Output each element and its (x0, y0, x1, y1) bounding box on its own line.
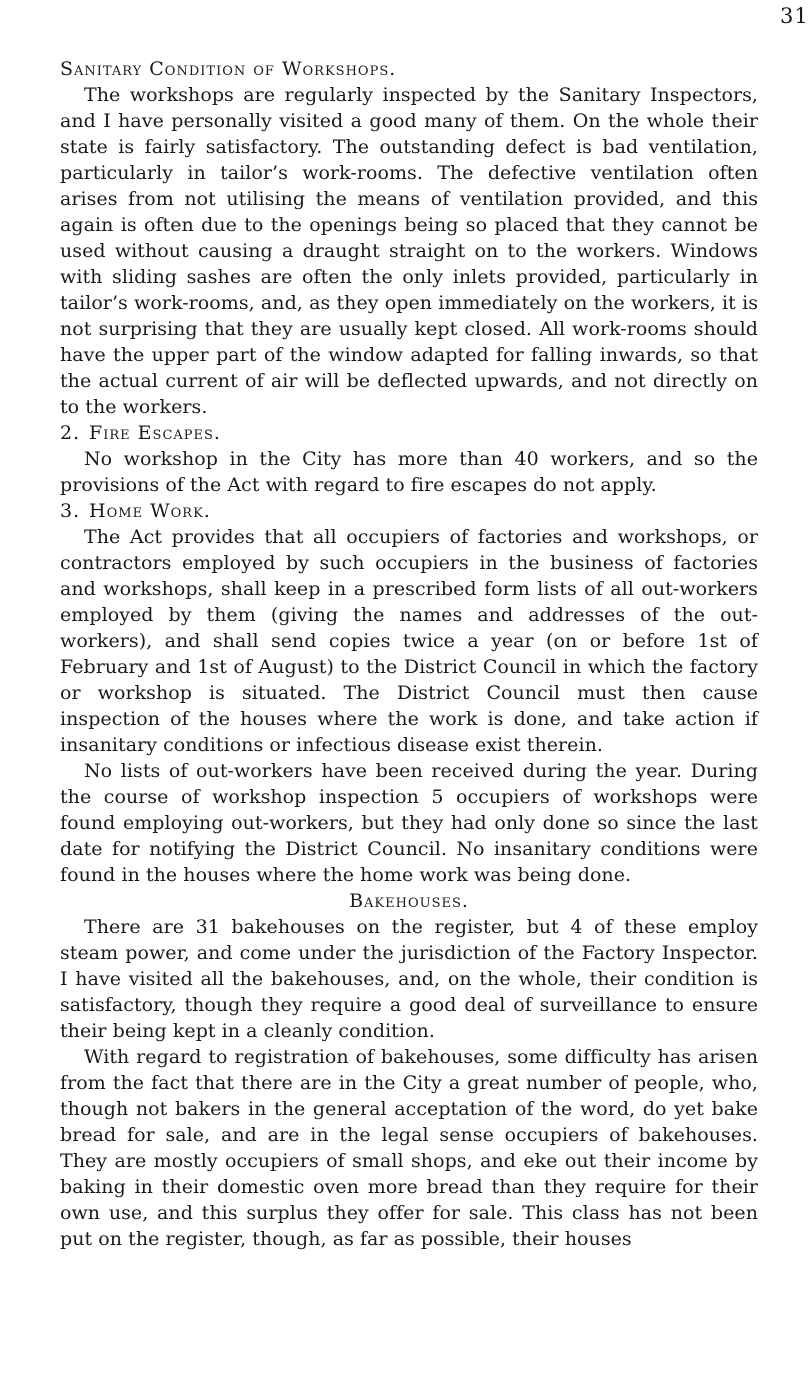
section-heading-bakehouses: Bakehouses. (349, 890, 469, 912)
paragraph-home-work-act: The Act provides that all occupiers of factories and workshops, or contractors employed by such occupiers in the business of factories and workshops, shall keep in a prescribed form lists of all out-workers employed by them (giving the names and addresses of the out-workers), and shall send copies twice a year (on or before 1st of February and 1st of August) to the District Council in which the factory or workshop is situated. The District Council must then cause inspection of the houses where the work is done, and take action if insanitary conditions or infectious disease exist therein. (60, 526, 758, 756)
section-title-home-work: Home Work. (89, 500, 211, 522)
paragraph-sanitary-condition: The workshops are regularly inspected by the Sanitary Inspectors, and I have personally visited a good many of them. On the whole their state is fairly satisfactory. The outstanding defect is bad ventilation, particularly in tailor’s work-rooms. The defective ventilation often arises from not utilising the means of ventilation provided, and this again is often due to the openings being so placed that they cannot be used without causing a draught straight on to the workers. Windows with sliding sashes are often the only inlets provided, particularly in tailor’s work-rooms, and, as they open immediately on the workers, it is not surprising that they are usually kept closed. All work-rooms should have the upper part of the window adapted for falling inwards, so that the actual current of air will be deflected upwards, and not directly on to the workers. (60, 84, 758, 418)
page-number: 31 (780, 4, 809, 28)
section-number-home-work: 3. (60, 500, 81, 522)
paragraph-fire-escapes: No workshop in the City has more than 40 workers, and so the provisions of the Act with regard to fire escapes do not apply. (60, 448, 758, 496)
section-heading-sanitary-condition: Sanitary Condition of Workshops. (60, 58, 397, 80)
section-title-fire-escapes: Fire Escapes. (89, 422, 221, 444)
page-content (60, 56, 758, 1252)
paragraph-home-work-lists: No lists of out-workers have been received during the year. During the course of workshop inspection 5 occupiers of workshops were found employing out-workers, but they had only done so since the last date for notifying the District Council. No insanitary conditions were found in the houses where the home work was being done. (60, 760, 758, 886)
section-heading-fire-escapes (60, 420, 758, 446)
paragraph-bakehouses-registration: With regard to registration of bakehouses, some difficulty has arisen from the fact that there are in the City a great number of people, who, though not bakers in the general acceptation of the word, do yet bake bread for sale, and are in the legal sense occupiers of bakehouses. They are mostly occupiers of small shops, and eke out their income by baking in their domestic oven more bread than they require for their own use, and this surplus they offer for sale. This class has not been put on the register, though, as far as possible, their houses (60, 1046, 758, 1250)
section-heading-home-work (60, 498, 758, 524)
paragraph-bakehouses-register: There are 31 bakehouses on the register, but 4 of these employ steam power, and come under the jurisdiction of the Factory Inspector. I have visited all the bakehouses, and, on the whole, their condition is satisfactory, though they require a good deal of surveillance to ensure their being kept in a cleanly condition. (60, 916, 758, 1042)
section-number-fire-escapes: 2. (60, 422, 81, 444)
